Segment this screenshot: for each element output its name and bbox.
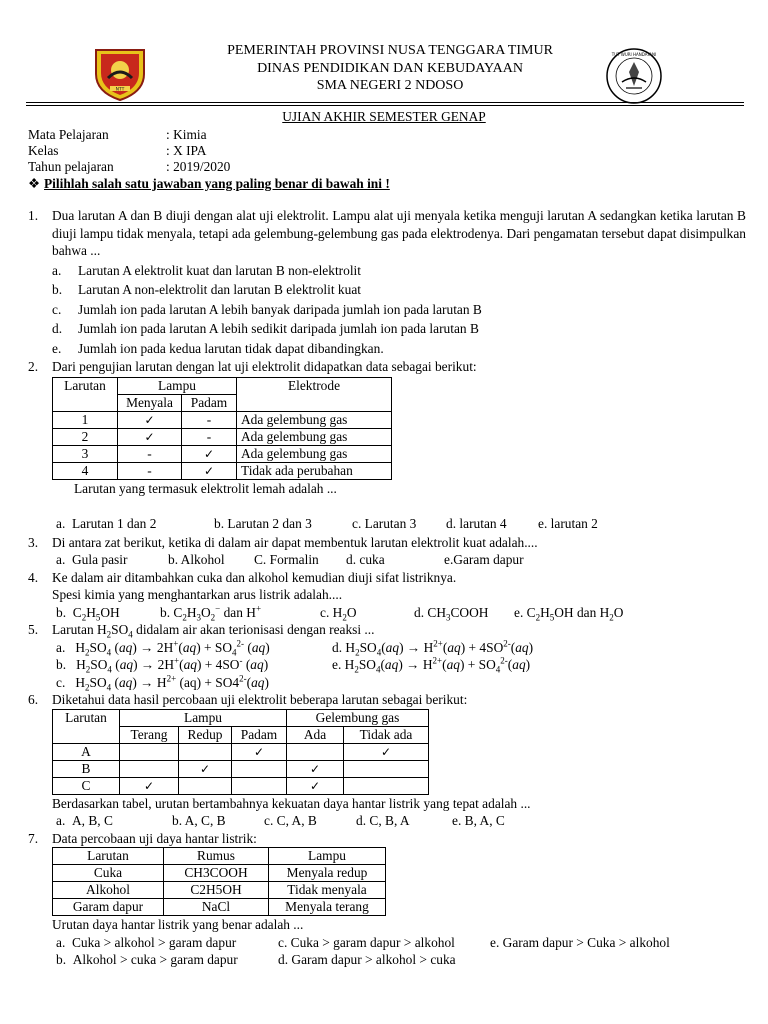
table-row: C ✓ ✓	[53, 777, 429, 794]
table-row: Alkohol C2H5OH Tidak menyala	[53, 882, 386, 899]
option: e. $H_2SO_4(aq) \to H^{2+}(aq) + SO_4^{2-}(aq)$	[332, 655, 531, 675]
option: d. C, B, A	[356, 813, 410, 828]
option: b. A, C, B	[172, 813, 226, 828]
question-4	[28, 569, 746, 622]
table-header: Larutan	[53, 377, 118, 411]
table-header: Padam	[232, 726, 287, 743]
meta-value: : X IPA	[166, 143, 207, 158]
option: b. $H_2SO_4$ (aq) → 2H+(aq) + 4SO- (aq)	[56, 655, 269, 675]
table-header: Terang	[120, 726, 179, 743]
q2-data-table	[52, 377, 392, 480]
option: a. $H_2SO_4$ $(aq) \to 2H^+(aq) + SO_4^{2-}$ (aq)	[56, 638, 270, 658]
table-header: Gelembung gas	[287, 709, 429, 726]
option: e. larutan 2	[538, 516, 598, 531]
question-7	[28, 830, 746, 969]
option: a. Cuka > alkohol > garam dapur	[56, 934, 237, 950]
table-row: Cuka CH3COOH Menyala redup	[53, 865, 386, 882]
option: d. Jumlah ion pada larutan A lebih sedikit daripada jumlah ion pada larutan B	[52, 321, 479, 336]
question-text: Ke dalam air ditambahkan cuka dan alkohol kemudian diuji sifat listriknya.	[52, 569, 457, 585]
question-number: 7.	[28, 830, 39, 846]
option: c. $H_2O$	[320, 604, 357, 623]
table-header: Lampu	[269, 848, 386, 865]
question-text: Dua larutan A dan B diuji dengan alat uji elektrolit. Lampu alat uji menyala ketika menguji larutan A sedangkan ketika larutan B diuji lampu tidak menyala, tetapi ada gelembung-gelembung gas pada elektrodenya. Dari pengamatan tersebut dapat disimpulkan bahwa ...	[52, 208, 746, 258]
option: a. A, B, C	[56, 813, 113, 828]
svg-text:TUT WURI HANDAYANI: TUT WURI HANDAYANI	[611, 52, 657, 57]
option: c. $H_2SO_4$ $(aq) \to H^{2+}$ $(aq) + SO4^{2-}(aq)$	[56, 673, 269, 693]
table-header: Larutan	[53, 709, 120, 743]
option: d. $H_2SO_4(aq) \to H^{2+}(aq) + 4SO^{2-}(aq)$	[332, 638, 534, 658]
meta-key: Tahun pelajaran	[28, 159, 114, 174]
table-header: Lampu	[118, 377, 237, 394]
table-row: 3 - ✓ Ada gelembung gas	[53, 445, 392, 462]
letterhead-line-3: SMA NEGERI 2 NDOSO	[316, 78, 464, 93]
question-text: Di antara zat berikut, ketika di dalam air dapat membentuk larutan elektrolit kuat adalah....	[52, 534, 538, 550]
option: e. Garam dapur > Cuka > alkohol	[490, 934, 670, 950]
table-row: 1 ✓ - Ada gelembung gas	[53, 411, 392, 428]
svg-text:NTT: NTT	[115, 87, 125, 93]
letterhead-line-2: DINAS PENDIDIKAN DAN KEBUDAYAAN	[257, 60, 523, 76]
question-number: 4.	[28, 569, 39, 585]
q7-data-table	[52, 847, 386, 916]
table-row: Garam dapur NaCl Menyala terang	[53, 899, 386, 916]
options-row	[52, 604, 746, 622]
table-row: A ✓ ✓	[53, 743, 429, 760]
question-text: Larutan $H_2SO_4$ didalam air akan terionisasi dengan reaksi ...	[52, 622, 375, 640]
option: a. Gula pasir	[56, 552, 128, 567]
table-header: Larutan	[53, 848, 164, 865]
options-row	[52, 639, 746, 657]
option: d. Garam dapur > alkohol > cuka	[278, 952, 456, 967]
options-row	[52, 951, 746, 969]
options-row	[52, 515, 746, 533]
option: c. C, A, B	[264, 813, 317, 828]
question-number: 3.	[28, 534, 39, 550]
options-row	[52, 551, 746, 569]
question-number: 1.	[28, 208, 39, 223]
table-header: Padam	[182, 394, 237, 411]
option: c. Cuka > garam dapur > alkohol	[278, 934, 455, 950]
exam-title: UJIAN AKHIR SEMESTER GENAP	[282, 109, 486, 124]
option: e. $C_2H_5OH$ dan $H_2O$	[514, 604, 624, 623]
question-text: Spesi kimia yang menghantarkan arus listrik adalah....	[52, 587, 343, 602]
question-number: 2.	[28, 359, 39, 374]
option: a. Larutan 1 dan 2	[56, 516, 157, 531]
meta-key: Kelas	[28, 143, 59, 158]
option: e.Garam dapur	[444, 552, 524, 567]
option: c. Jumlah ion pada larutan A lebih banyak daripada jumlah ion pada larutan B	[52, 301, 482, 317]
option: b. Alkohol	[168, 552, 225, 567]
table-row: 2 ✓ - Ada gelembung gas	[53, 428, 392, 445]
table-header: Tidak ada	[344, 726, 429, 743]
question-number: 6.	[28, 692, 39, 707]
options-row	[52, 812, 746, 830]
question-2	[28, 358, 746, 533]
header-divider-2	[26, 105, 744, 106]
table-header: Ada	[287, 726, 344, 743]
table-header: Rumus	[164, 848, 269, 865]
option: b. Larutan A non-elektrolit dan larutan B elektrolit kuat	[52, 282, 361, 297]
question-3	[28, 534, 746, 569]
option: b. $C_2H_3O_2^-$ dan H+	[160, 603, 262, 623]
question-1	[28, 207, 746, 357]
option: a. Larutan A elektrolit kuat dan larutan B non-elektrolit	[52, 262, 361, 278]
option: d. $CH_3COOH$	[414, 604, 489, 623]
option: b. Larutan 2 dan 3	[214, 516, 312, 531]
meta-value: : Kimia	[166, 127, 207, 142]
options-row	[52, 656, 746, 674]
letterhead	[0, 42, 768, 95]
exam-meta	[28, 126, 230, 174]
diamond-bullet-icon: ❖	[28, 176, 41, 191]
question-text: Dari pengujian larutan dengan lat uji elektrolit didapatkan data sebagai berikut:	[52, 359, 477, 374]
options-row	[52, 934, 746, 952]
table-row: B ✓ ✓	[53, 760, 429, 777]
question-prompt: Larutan yang termasuk elektrolit lemah adalah ...	[74, 480, 337, 496]
question-prompt: Berdasarkan tabel, urutan bertambahnya kekuatan daya hantar listrik yang tepat adalah ...	[52, 795, 531, 811]
option: b. $C_2H_5OH$	[56, 604, 120, 623]
table-row: 4 - ✓ Tidak ada perubahan	[53, 462, 392, 479]
table-header: Redup	[179, 726, 232, 743]
question-number: 5.	[28, 622, 39, 637]
table-header: Lampu	[120, 709, 287, 726]
meta-value: : 2019/2020	[166, 159, 231, 174]
option: e. B, A, C	[452, 813, 505, 828]
table-header: Menyala	[118, 394, 182, 411]
q6-data-table	[52, 709, 429, 795]
letterhead-line-1: PEMERINTAH PROVINSI NUSA TENGGARA TIMUR	[227, 43, 553, 58]
meta-key: Mata Pelajaran	[28, 127, 109, 142]
option: d. larutan 4	[446, 516, 507, 531]
option: e. Jumlah ion pada kedua larutan tidak dapat dibandingkan.	[52, 340, 384, 356]
table-header: Elektrode	[237, 377, 392, 411]
header-divider	[26, 102, 744, 103]
question-prompt: Urutan daya hantar listrik yang benar adalah ...	[52, 917, 304, 932]
question-6	[28, 691, 746, 830]
option: C. Formalin	[254, 552, 319, 567]
option: c. Larutan 3	[352, 516, 417, 531]
question-5	[28, 621, 746, 691]
questions	[28, 207, 746, 969]
instruction: ❖ Pilihlah salah satu jawaban yang paling benar di bawah ini !	[28, 176, 390, 191]
question-text: Diketahui data hasil percobaan uji elektrolit beberapa larutan sebagai berikut:	[52, 692, 468, 707]
question-text: Data percobaan uji daya hantar listrik:	[52, 830, 257, 846]
option: b. Alkohol > cuka > garam dapur	[56, 952, 238, 967]
option: d. cuka	[346, 552, 385, 567]
